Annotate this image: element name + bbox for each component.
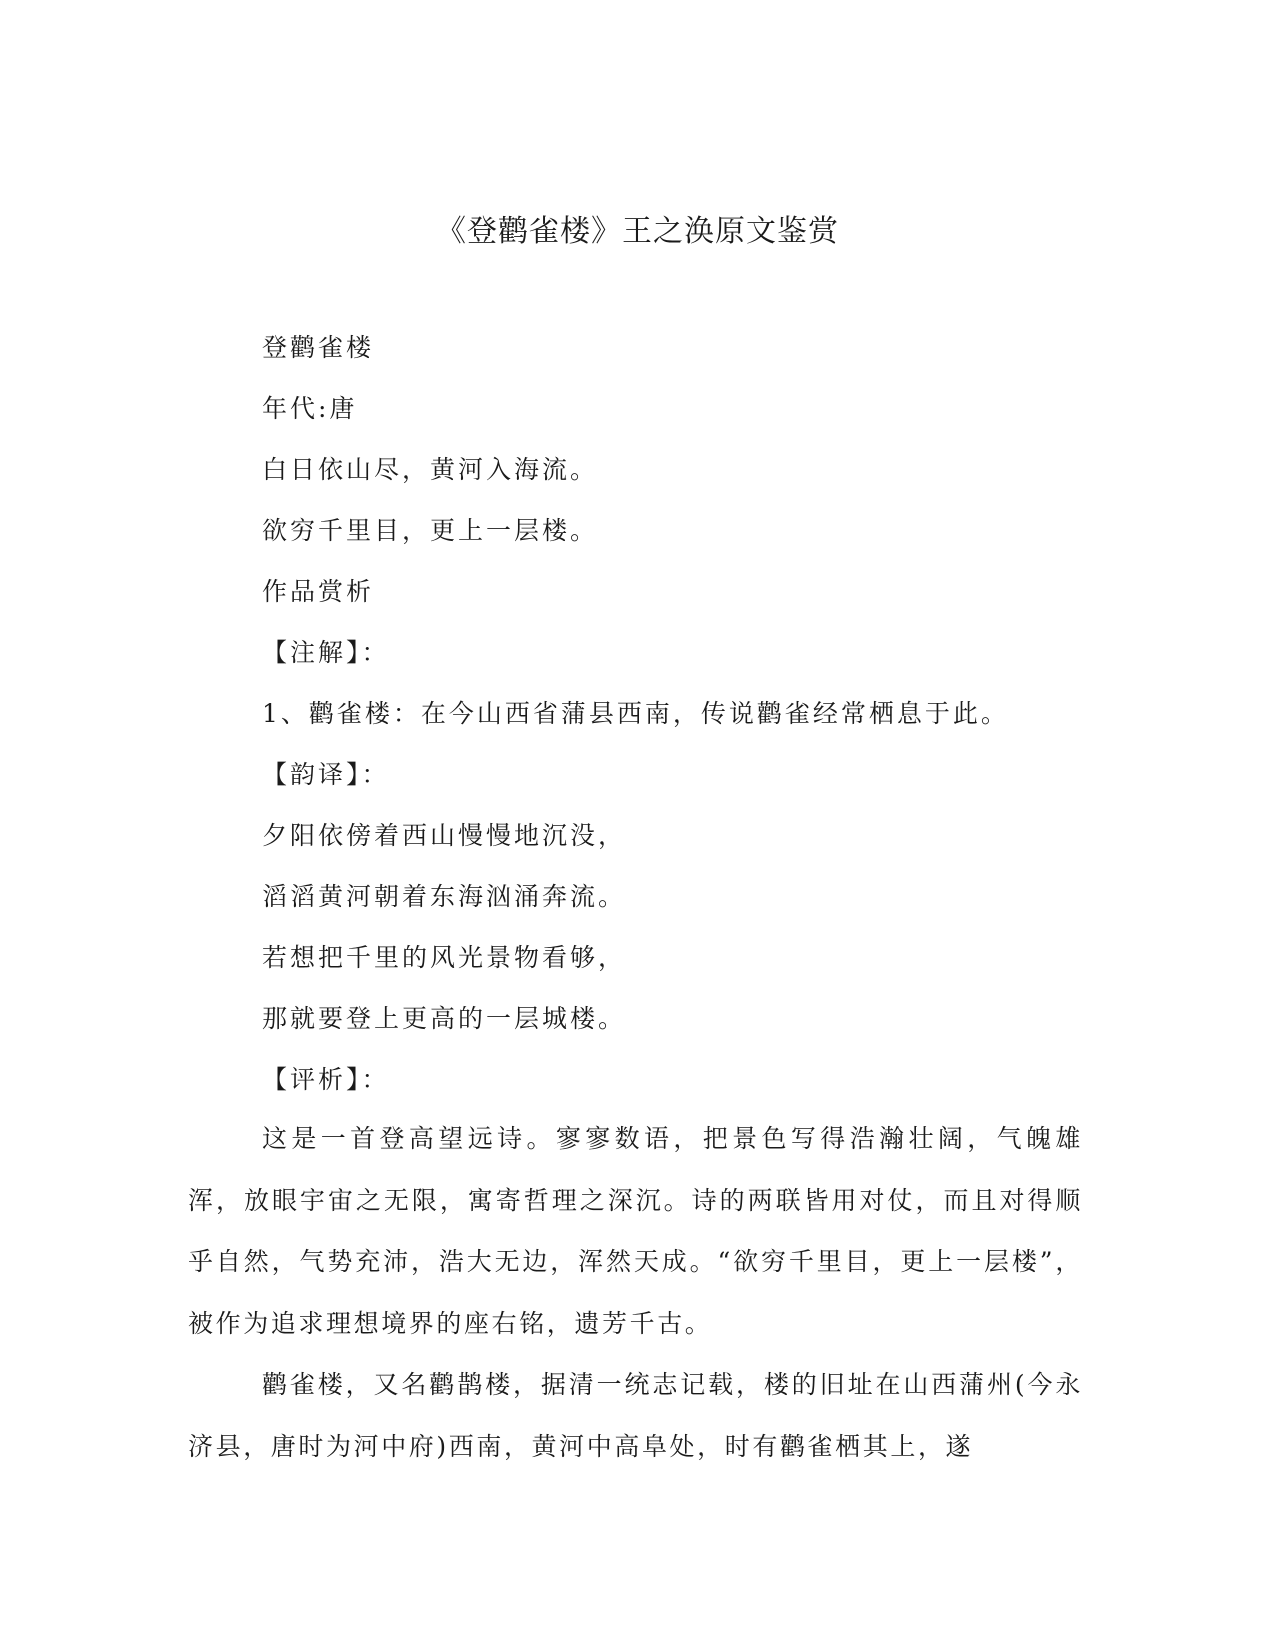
era-line: 年代:唐 — [262, 394, 358, 423]
commentary-paragraph-2: 鹳雀楼，又名鹳鹊楼，据清一统志记载，楼的旧址在山西蒲州(今永济县，唐时为河中府)西南，黄河中高阜处，时有鹳雀栖其上，遂 — [188, 1370, 1083, 1461]
document-title: 《登鹳雀楼》王之涣原文鉴赏 — [436, 214, 839, 249]
translation-line-2: 滔滔黄河朝着东海汹涌奔流。 — [262, 882, 627, 911]
commentary-paragraph-1: 这是一首登高望远诗。寥寥数语，把景色写得浩瀚壮阔，气魄雄浑，放眼宇宙之无限，寓寄哲理之深沉。诗的两联皆用对仗，而且对得顺乎自然，气势充沛，浩大无边，浑然天成。“欲穷千里目，更上一层楼”，被作为追求理想境界的座右铭，遗芳千古。 — [188, 1124, 1083, 1338]
poem-verse-2: 欲穷千里目，更上一层楼。 — [262, 516, 599, 545]
analysis-heading: 作品赏析 — [262, 577, 375, 606]
translation-line-4: 那就要登上更高的一层城楼。 — [262, 1004, 627, 1033]
commentary-heading: 【评析】： — [262, 1065, 390, 1094]
translation-line-1: 夕阳依傍着西山慢慢地沉没， — [262, 821, 627, 850]
translation-heading: 【韵译】： — [262, 760, 390, 789]
translation-line-3: 若想把千里的风光景物看够， — [262, 943, 627, 972]
annotation-heading: 【注解】： — [262, 638, 390, 667]
poem-verse-1: 白日依山尽，黄河入海流。 — [262, 455, 599, 484]
poem-title-line: 登鹳雀楼 — [262, 333, 375, 362]
annotation-item: 1、鹳雀楼：在今山西省蒲县西南，传说鹳雀经常栖息于此。 — [262, 699, 1009, 728]
